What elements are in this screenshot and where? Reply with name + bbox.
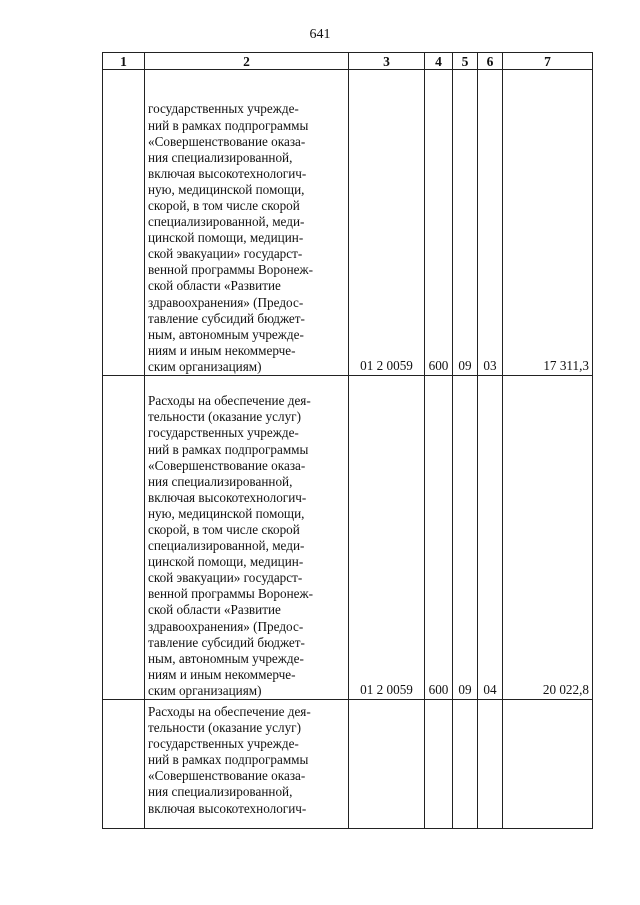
section-code <box>453 700 478 829</box>
description-line: тельности (оказание услуг) <box>148 409 301 425</box>
description-line: здравоохранения» (Предос- <box>148 618 304 634</box>
description-line: ния специализированной, <box>148 473 293 489</box>
column-header-7: 7 <box>503 53 593 70</box>
description-line: здравоохранения» (Предос- <box>148 294 304 310</box>
description-line: «Совершенствование оказа- <box>148 133 306 149</box>
description-line: тельности (оказание услуг) <box>148 720 301 736</box>
description-line: ния специализированной, <box>148 149 293 165</box>
description-line: включая высокотехнологич- <box>148 800 307 816</box>
description-line: Расходы на обеспечение дея- <box>148 393 311 409</box>
table-row <box>103 376 593 700</box>
subsection-code: 03 <box>478 70 503 376</box>
description-line: ний в рамках подпрограммы <box>148 117 309 133</box>
description-line: ную, медицинской помощи, <box>148 181 305 197</box>
target-article-code <box>349 700 425 829</box>
description-line: ным, автономным учрежде- <box>148 650 304 666</box>
row-index-cell <box>103 376 145 700</box>
expense-type-code: 600 <box>425 376 453 700</box>
description-line: ским организациям) <box>148 358 262 374</box>
description-line: ским организациям) <box>148 682 262 698</box>
amount-cell: 17 311,3 <box>503 70 593 376</box>
section-code: 09 <box>453 70 478 376</box>
description-line: венной программы Воронеж- <box>148 586 314 602</box>
description-line: цинской помощи, медицин- <box>148 554 304 570</box>
section-code: 09 <box>453 376 478 700</box>
description-line: ний в рамках подпрограммы <box>148 441 309 457</box>
description-line: включая высокотехнологич- <box>148 165 307 181</box>
description-line: специализированной, меди- <box>148 214 305 230</box>
column-header-2: 2 <box>145 53 349 70</box>
description-line: тавление субсидий бюджет- <box>148 310 305 326</box>
description-line: «Совершенствование оказа- <box>148 457 306 473</box>
description-line: ную, медицинской помощи, <box>148 505 305 521</box>
table-row <box>103 70 593 376</box>
description-line: включая высокотехнологич- <box>148 489 307 505</box>
column-header-4: 4 <box>425 53 453 70</box>
description-line: ным, автономным учрежде- <box>148 326 304 342</box>
description-cell <box>145 700 349 829</box>
table-row <box>103 700 593 829</box>
description-line: ний в рамках подпрограммы <box>148 752 309 768</box>
description-line: венной программы Воронеж- <box>148 262 314 278</box>
description-line: ской эвакуации» государст- <box>148 246 303 262</box>
expense-type-code: 600 <box>425 70 453 376</box>
description-line: государственных учрежде- <box>148 101 299 117</box>
column-header-5: 5 <box>453 53 478 70</box>
page-number: 641 <box>309 27 331 42</box>
description-line: цинской помощи, медицин- <box>148 230 304 246</box>
description-line: Расходы на обеспечение дея- <box>148 704 311 719</box>
description-line: ской эвакуации» государст- <box>148 570 303 586</box>
description-line: государственных учрежде- <box>148 736 299 752</box>
target-article-code: 01 2 0059 <box>349 376 425 700</box>
row-index-cell <box>103 700 145 829</box>
description-line: специализированной, меди- <box>148 538 305 554</box>
description-line: ния специализированной, <box>148 784 293 800</box>
description-line: тавление субсидий бюджет- <box>148 634 305 650</box>
amount-cell: 20 022,8 <box>503 376 593 700</box>
budget-table <box>102 52 593 829</box>
description-cell <box>145 70 349 376</box>
column-header-3: 3 <box>349 53 425 70</box>
description-line: ниям и иным некоммерче- <box>148 342 296 358</box>
description-line: ской области «Развитие <box>148 602 281 618</box>
amount-cell <box>503 700 593 829</box>
description-line: ниям и иным некоммерче- <box>148 666 296 682</box>
description-line: скорой, в том числе скорой <box>148 521 300 537</box>
description-cell <box>145 376 349 700</box>
description-line: «Совершенствование оказа- <box>148 768 306 784</box>
description-line: скорой, в том числе скорой <box>148 197 300 213</box>
table-header-row <box>103 53 593 70</box>
subsection-code: 04 <box>478 376 503 700</box>
description-line: ской области «Развитие <box>148 278 281 294</box>
column-header-6: 6 <box>478 53 503 70</box>
expense-type-code <box>425 700 453 829</box>
row-index-cell <box>103 70 145 376</box>
subsection-code <box>478 700 503 829</box>
target-article-code: 01 2 0059 <box>349 70 425 376</box>
description-line: государственных учрежде- <box>148 425 299 441</box>
column-header-1: 1 <box>103 53 145 70</box>
